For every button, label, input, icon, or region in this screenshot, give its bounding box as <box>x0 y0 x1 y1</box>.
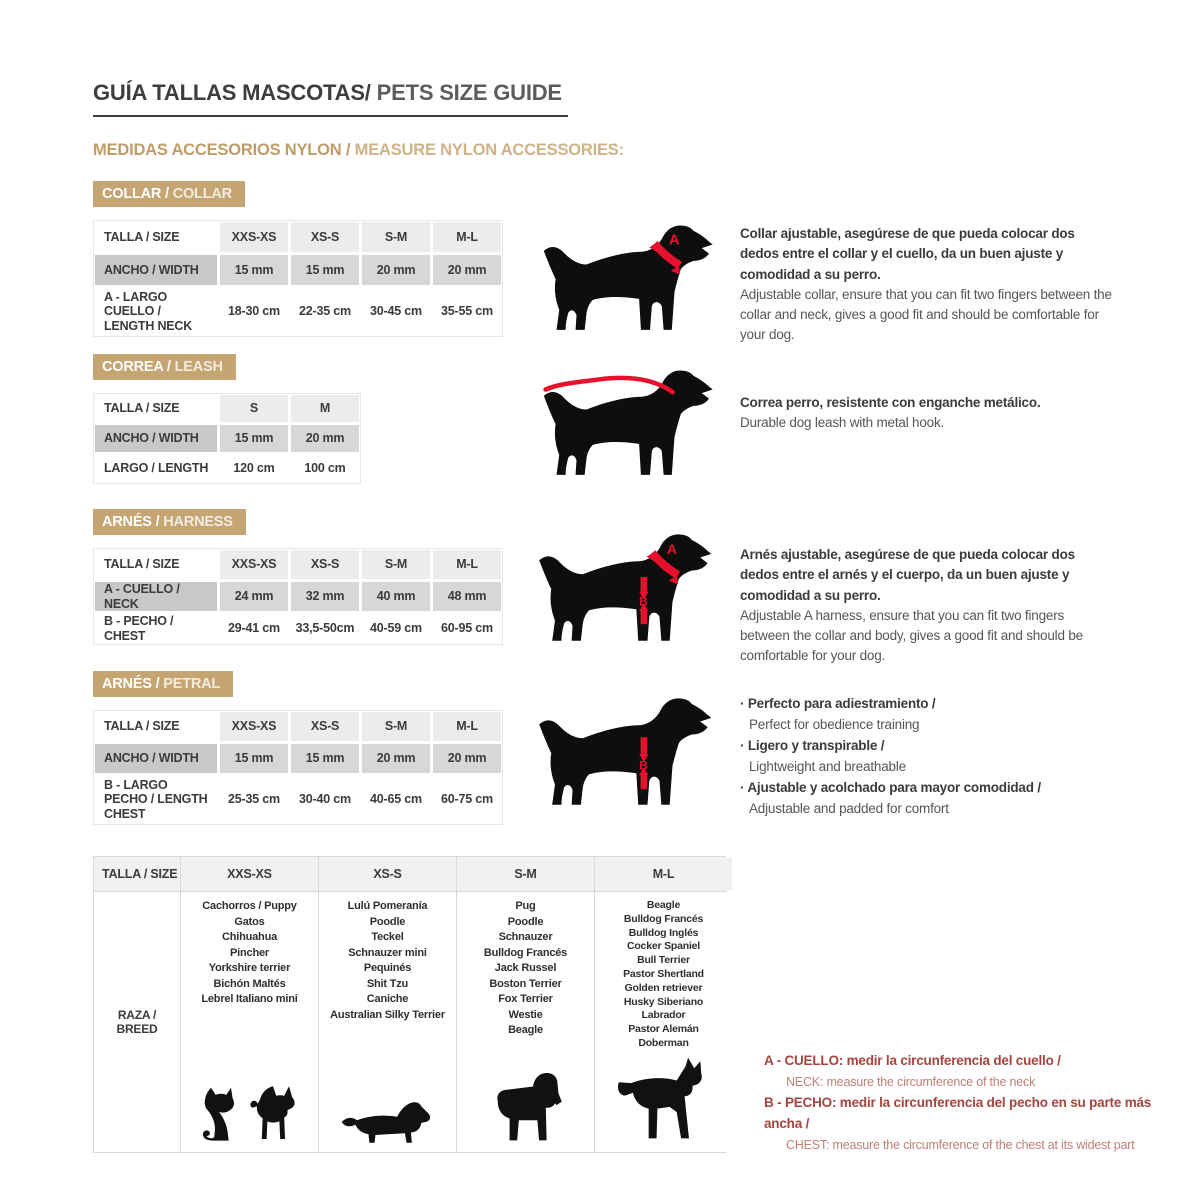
dog-silhouette-icon <box>530 528 715 650</box>
collar-size-table <box>93 220 503 337</box>
row-label: ANCHO / WIDTH <box>95 744 217 773</box>
breed-item: Bull Terrier <box>637 954 690 967</box>
row-label: ANCHO / WIDTH <box>95 255 217 285</box>
feature-en: Adjustable and padded for comfort <box>749 800 949 816</box>
harness-size-table <box>93 548 503 645</box>
size-value: 15 mm <box>220 744 288 773</box>
breed-row-label-text: RAZA / BREED <box>116 1008 158 1036</box>
breed-item: Bulldog Inglés <box>628 926 699 939</box>
breed-item: Pequinés <box>363 962 412 974</box>
column-header: XS-S <box>319 857 456 891</box>
size-value: 100 cm <box>304 461 346 476</box>
page-title <box>93 80 568 117</box>
column-header: M-L <box>433 550 501 579</box>
cat-silhouette-icon <box>195 1082 243 1148</box>
breed-item: Cachorros / Puppy <box>202 900 297 912</box>
breed-item: Husky Siberiano <box>623 995 704 1008</box>
breed-item: Schnauzer <box>498 931 553 943</box>
breed-list <box>330 899 445 1023</box>
column-header: XXS-XS <box>181 857 318 891</box>
breed-item: Beagle <box>646 899 681 911</box>
badge-label-es: ARNÉS / <box>102 676 160 692</box>
breed-column-m-l <box>595 892 732 1152</box>
badge-label-es: COLLAR / <box>102 186 169 202</box>
page-title-es: GUÍA TALLAS MASCOTAS/ <box>93 80 371 105</box>
column-header: M-L <box>433 712 501 741</box>
collar-desc-es: Collar ajustable, asegúrese de que pueda colocar dos dedos entre el collar y el cuello, da un buen ajuste y comodidad a su perro. <box>740 226 1075 282</box>
marker-b-label: B <box>639 758 648 773</box>
marker-a-label: A <box>666 540 677 557</box>
breed-item: Shit Tzu <box>366 977 409 990</box>
column-header: XS-S <box>291 550 359 579</box>
chihuahua-silhouette-icon <box>249 1082 305 1148</box>
size-value: 48 mm <box>433 582 501 611</box>
size-value: 30-40 cm <box>299 792 351 807</box>
badge-label-en: LEASH <box>170 359 223 375</box>
breed-column-xs-s <box>319 892 456 1152</box>
size-value: 20 mm <box>291 425 359 452</box>
collar-section-badge <box>93 181 245 207</box>
column-header: S-M <box>362 550 430 579</box>
column-header: TALLA / SIZE <box>104 229 180 244</box>
silhouette-group <box>338 1096 438 1148</box>
feature-en: Lightweight and breathable <box>749 758 906 774</box>
column-header: M-L <box>595 857 732 891</box>
badge-label-en: HARNESS <box>159 514 233 530</box>
harness-section-badge <box>93 509 246 535</box>
size-value: 40-59 cm <box>370 621 422 636</box>
leash-desc-en: Durable dog leash with metal hook. <box>740 415 945 431</box>
note-a-en: NECK: measure the circumference of the neck <box>786 1074 1036 1089</box>
row-label: ANCHO / WIDTH <box>95 425 217 452</box>
dog-silhouette-icon <box>530 692 715 814</box>
harness-description <box>740 545 1116 667</box>
column-header: S-M <box>362 222 430 252</box>
breed-item: Lulú Pomeranía <box>347 900 428 912</box>
column-header: XS-S <box>291 222 359 252</box>
badge-label-es: ARNÉS / <box>102 514 160 530</box>
row-label: B - LARGO PECHO / LENGTH CHEST <box>104 777 208 821</box>
breed-item: Westie <box>508 1008 543 1021</box>
breed-item: Fox Terrier <box>498 993 553 1005</box>
column-header: TALLA / SIZE <box>104 401 180 416</box>
size-value: 15 mm <box>220 425 288 452</box>
page-subtitle <box>93 141 624 160</box>
size-value: 20 mm <box>433 255 501 285</box>
column-header: XS-S <box>291 712 359 741</box>
breed-row-label <box>94 892 180 1152</box>
column-header: M-L <box>433 222 501 252</box>
leash-size-table <box>93 393 361 484</box>
breed-item: Caniche <box>366 993 409 1005</box>
dog-silhouette-icon <box>533 365 718 483</box>
breed-item: Jack Russel <box>494 962 557 974</box>
column-header: TALLA / SIZE <box>104 557 180 572</box>
size-value: 20 mm <box>362 255 430 285</box>
leash-dog-figure <box>533 365 718 483</box>
breed-item: Teckel <box>371 931 404 943</box>
size-value: 15 mm <box>220 255 288 285</box>
size-value: 22-35 cm <box>299 304 351 319</box>
harness-desc-es: Arnés ajustable, asegúrese de que pueda colocar dos dedos entre el arnés y el cuerpo, da un buen ajuste y comodidad a su perro. <box>740 547 1075 603</box>
page-subtitle-es: MEDIDAS ACCESORIOS NYLON / <box>93 141 351 159</box>
row-label: LARGO / LENGTH <box>104 461 209 476</box>
breed-item: Cocker Spaniel <box>626 940 701 953</box>
column-header: TALLA / SIZE <box>94 857 180 891</box>
dog-silhouette-icon <box>533 220 718 338</box>
column-header: XXS-XS <box>220 712 288 741</box>
breed-item: Poodle <box>507 915 544 928</box>
breed-item: Yorkshire terrier <box>208 962 291 974</box>
size-value: 33,5-50cm <box>295 621 355 636</box>
breed-item: Australian Silky Terrier <box>330 1008 445 1021</box>
leash-line-icon <box>546 378 673 392</box>
breed-item: Bulldog Francés <box>483 946 568 959</box>
size-value: 20 mm <box>433 744 501 773</box>
row-label: A - LARGO CUELLO / LENGTH NECK <box>104 289 193 333</box>
silhouette-group <box>195 1082 305 1148</box>
harness-dog-figure <box>530 528 715 650</box>
petral-feature-list <box>740 694 1130 820</box>
breed-item: Pastor Shertland <box>623 967 704 980</box>
column-header: S-M <box>457 857 594 891</box>
row-label: A - CUELLO / NECK <box>95 582 217 611</box>
size-value: 120 cm <box>233 461 275 476</box>
marker-a-label: A <box>669 232 680 249</box>
size-value: 60-75 cm <box>441 792 493 807</box>
column-header: S <box>220 395 288 422</box>
badge-label-es: CORREA / <box>102 359 171 375</box>
silhouette-group <box>485 1068 567 1148</box>
collar-dog-figure <box>533 220 718 338</box>
breed-item: Beagle <box>508 1024 543 1036</box>
breed-item: Chihuahua <box>221 931 278 943</box>
silhouette-group <box>612 1056 716 1148</box>
petral-dog-figure <box>530 692 715 814</box>
breed-column-xxs-xs <box>181 892 318 1152</box>
column-header: TALLA / SIZE <box>104 719 180 734</box>
breed-list <box>484 899 567 1039</box>
leash-desc-es: Correa perro, resistente con enganche metálico. <box>740 395 1041 410</box>
harness-desc-en: Adjustable A harness, ensure that you can fit two fingers between the collar and body, gives a good fit and should be comfortable for your dog. <box>740 607 1083 664</box>
breed-list <box>201 899 297 1008</box>
feature-es: · Ajustable y acolchado para mayor comodidad / <box>740 778 1130 799</box>
breed-item: Schnauzer mini <box>348 946 427 959</box>
column-header: S-M <box>362 712 430 741</box>
size-value: 29-41 cm <box>228 621 280 636</box>
size-value: 30-45 cm <box>370 304 422 319</box>
breed-item: Bulldog Francés <box>623 912 704 925</box>
size-value: 40 mm <box>362 582 430 611</box>
breed-item: Gatos <box>234 915 265 928</box>
note-b-en: CHEST: measure the circumference of the chest at its widest part <box>786 1137 1135 1152</box>
size-value: 40-65 cm <box>370 792 422 807</box>
breed-item: Poodle <box>369 915 406 928</box>
breed-item: Doberman <box>638 1036 689 1049</box>
collar-description <box>740 224 1116 346</box>
feature-en: Perfect for obedience training <box>749 716 920 732</box>
row-label: B - PECHO / CHEST <box>104 614 174 643</box>
size-value: 35-55 cm <box>441 304 493 319</box>
size-value: 25-35 cm <box>228 792 280 807</box>
measurement-notes <box>764 1050 1164 1155</box>
breed-item: Lebrel Italiano mini <box>201 993 298 1005</box>
breed-item: Labrador <box>641 1009 686 1022</box>
marker-b-label: B <box>639 594 648 609</box>
note-b-es: B - PECHO: medir la circunferencia del pecho en su parte más ancha / <box>764 1094 1152 1132</box>
size-value: 24 mm <box>220 582 288 611</box>
column-header: XXS-XS <box>220 222 288 252</box>
breed-item: Bichón Maltés <box>213 977 286 990</box>
petral-section-badge <box>93 671 233 697</box>
feature-es: · Perfecto para adiestramiento / <box>740 694 1130 715</box>
collar-desc-en: Adjustable collar, ensure that you can fit two fingers between the collar and neck, gives a good fit and should be comfortable for your dog. <box>740 286 1112 343</box>
breed-item: Pastor Alemán <box>628 1023 699 1036</box>
badge-label-en: PETRAL <box>159 676 221 692</box>
column-header: XXS-XS <box>220 550 288 579</box>
note-a-es: A - CUELLO: medir la circunferencia del cuello / <box>764 1053 1061 1068</box>
dachshund-silhouette-icon <box>338 1096 438 1148</box>
size-value: 20 mm <box>362 744 430 773</box>
schnauzer-silhouette-icon <box>485 1068 567 1148</box>
breed-item: Golden retriever <box>624 981 703 994</box>
size-value: 60-95 cm <box>441 621 493 636</box>
badge-label-en: COLLAR <box>168 186 232 202</box>
breed-column-s-m <box>457 892 594 1152</box>
column-header: M <box>291 395 359 422</box>
size-value: 15 mm <box>291 744 359 773</box>
leash-description <box>740 393 1116 434</box>
leash-section-badge <box>93 354 236 380</box>
petral-size-table <box>93 710 503 825</box>
size-value: 15 mm <box>291 255 359 285</box>
breed-item: Pug <box>515 900 536 912</box>
size-value: 18-30 cm <box>228 304 280 319</box>
doberman-silhouette-icon <box>612 1056 716 1148</box>
breed-item: Boston Terrier <box>489 977 562 990</box>
size-value: 32 mm <box>291 582 359 611</box>
breed-item: Pincher <box>230 946 269 959</box>
page-title-en: PETS SIZE GUIDE <box>370 80 562 105</box>
breed-list <box>623 899 704 1051</box>
page-subtitle-en: MEASURE NYLON ACCESSORIES: <box>350 141 624 159</box>
feature-es: · Ligero y transpirable / <box>740 736 1130 757</box>
breed-size-table <box>93 856 726 1153</box>
